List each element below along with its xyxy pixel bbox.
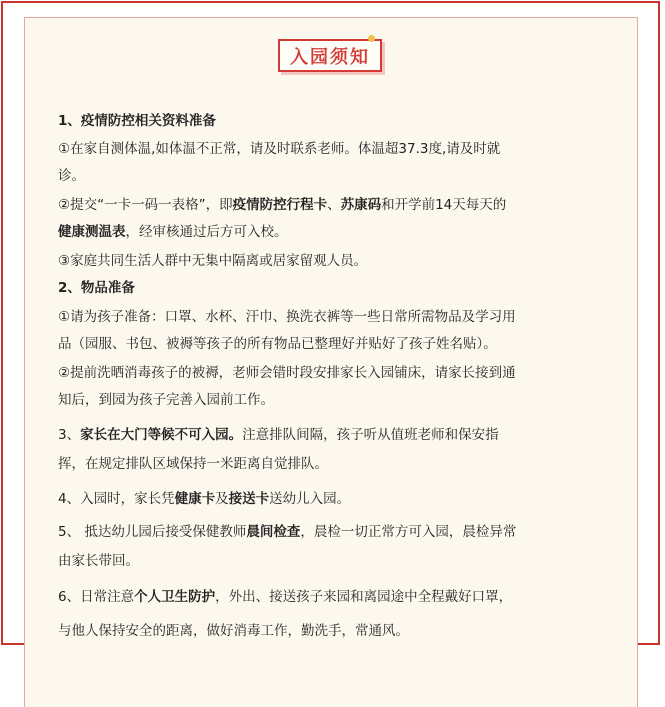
page-title: 入园须知 xyxy=(290,46,370,68)
section-3-line-2: 挥，在规定排队区域保持一米距离自觉排队。 xyxy=(58,456,328,472)
title-banner xyxy=(278,39,382,72)
decorative-dot xyxy=(368,35,375,42)
s1-item-2-line-1: ②提交“一卡一码一表格”，即疫情防控行程卡、苏康码和开学前14天每天的 xyxy=(58,197,507,213)
section-3-line-1: 3、家长在大门等候不可入园。注意排队间隔，孩子听从值班老师和保安指 xyxy=(58,427,499,443)
s1-item-1-line-2: 诊。 xyxy=(58,168,85,184)
s2-item-2-line-1: ②提前洗晒消毒孩子的被褥，老师会错时段安排家长入园铺床，请家长接到通 xyxy=(58,365,516,381)
section-4: 4、入园时，家长凭健康卡及接送卡送幼儿入园。 xyxy=(58,491,351,507)
section-6-line-2: 与他人保持安全的距离，做好消毒工作，勤洗手，常通风。 xyxy=(58,623,409,639)
section-5-line-2: 由家长带回。 xyxy=(58,553,139,569)
s2-item-1-line-2: 品（园服、书包、被褥等孩子的所有物品已整理好并贴好了孩子姓名贴）。 xyxy=(58,336,497,352)
section-1-heading: 1、疫情防控相关资料准备 xyxy=(58,113,216,129)
section-5-line-1: 5、 抵达幼儿园后接受保健教师晨间检查，晨检一切正常方可入园，晨检异常 xyxy=(58,524,517,540)
s2-item-1-line-1: ①请为孩子准备：口罩、水杯、汗巾、换洗衣裤等一些日常所需物品及学习用 xyxy=(58,309,516,325)
s1-item-1-line-1: ①在家自测体温,如体温不正常，请及时联系老师。体温超37.3度,请及时就 xyxy=(58,141,501,157)
s1-item-3: ③家庭共同生活人群中无集中隔离或居家留观人员。 xyxy=(58,253,368,269)
section-6-line-1: 6、日常注意个人卫生防护，外出、接送孩子来园和离园途中全程戴好口罩， xyxy=(58,589,513,605)
section-2-heading: 2、物品准备 xyxy=(58,280,135,296)
s1-item-2-line-2: 健康测温表，经审核通过后方可入校。 xyxy=(58,224,288,240)
s2-item-2-line-2: 知后，到园为孩子完善入园前工作。 xyxy=(58,392,274,408)
